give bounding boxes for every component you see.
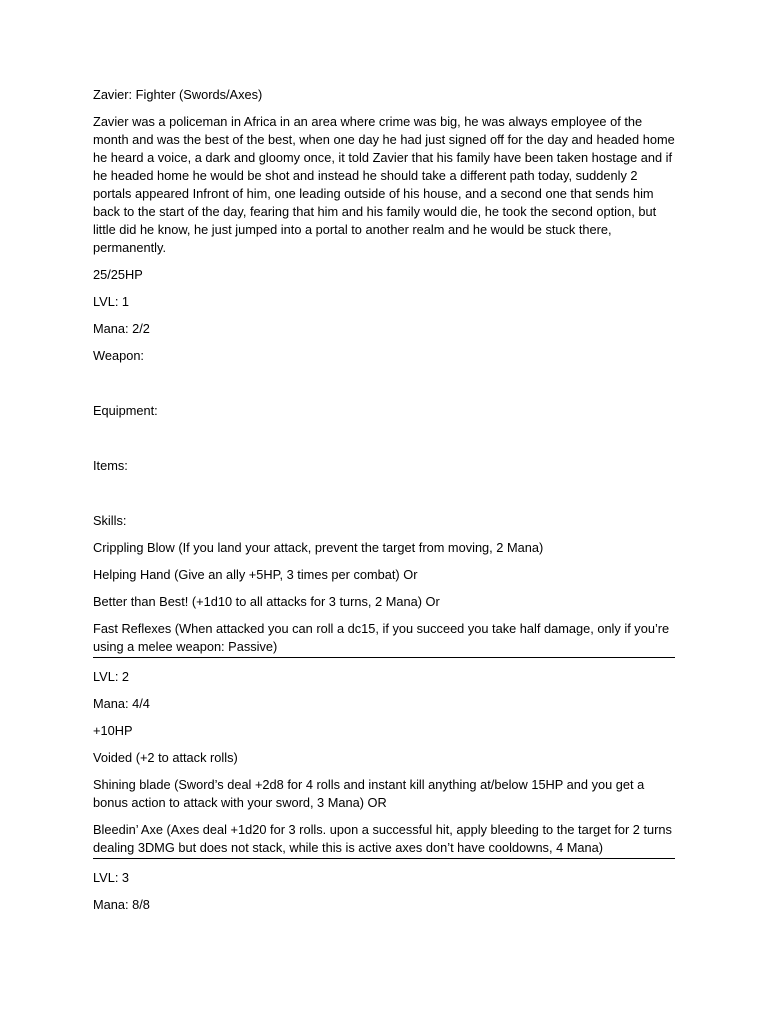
document-page (93, 86, 679, 923)
level2-mana: Mana: 4/4 (93, 696, 150, 711)
backstory-paragraph: Zavier was a policeman in Africa in an area where crime was big, he was always employee of the month and was the best of the best, when one day he had just signed off for the day and headed home he heard a voice, a dark and gloomy once, it told Zavier that his family have been taken hostage and if he headed home he would be shot and instead he should take a different path today, suddenly 2 portals appeared Infront of him, one leading outside of his house, and a second one that sends him back to the start of the day, fearing that him and his family would die, he took the second option, but little did he know, he just jumped into a portal to another realm and he would be stuck there, permanently. (93, 114, 679, 255)
skill-shining-blade: Shining blade (Sword’s deal +2d8 for 4 rolls and instant kill anything at/below 15HP and you get a bonus action to attack with your sword, 3 Mana) OR (93, 777, 648, 810)
skill-crippling-blow: Crippling Blow (If you land your attack, prevent the target from moving, 2 Mana) (93, 540, 544, 555)
weapon-heading: Weapon: (93, 348, 144, 363)
section-divider (93, 858, 675, 859)
level2-voided: Voided (+2 to attack rolls) (93, 750, 238, 765)
skill-bleedin-axe: Bleedin’ Axe (Axes deal +1d20 for 3 rolls. upon a successful hit, apply bleeding to the target for 2 turns dealing 3DMG but does not stack, while this is active axes don’t have cooldowns, 4 Mana) (93, 822, 676, 855)
level3-heading: LVL: 3 (93, 870, 130, 885)
level2-hp-bonus: +10HP (93, 723, 133, 738)
level3-mana: Mana: 8/8 (93, 897, 150, 912)
skill-fast-reflexes: Fast Reflexes (When attacked you can roll a dc15, if you succeed you take half damage, only if you’re using a melee weapon: Passive) (93, 621, 673, 654)
skill-better-than-best: Better than Best! (+1d10 to all attacks for 3 turns, 2 Mana) Or (93, 594, 440, 609)
skill-helping-hand: Helping Hand (Give an ally +5HP, 3 times per combat) Or (93, 567, 418, 582)
level2-heading: LVL: 2 (93, 669, 130, 684)
level-stat: LVL: 1 (93, 294, 130, 309)
items-heading: Items: (93, 458, 128, 473)
character-title: Zavier: Fighter (Swords/Axes) (93, 87, 263, 102)
section-divider (93, 657, 675, 658)
mana-stat: Mana: 2/2 (93, 321, 150, 336)
hp-stat: 25/25HP (93, 267, 143, 282)
equipment-heading: Equipment: (93, 403, 158, 418)
skills-heading: Skills: (93, 513, 127, 528)
